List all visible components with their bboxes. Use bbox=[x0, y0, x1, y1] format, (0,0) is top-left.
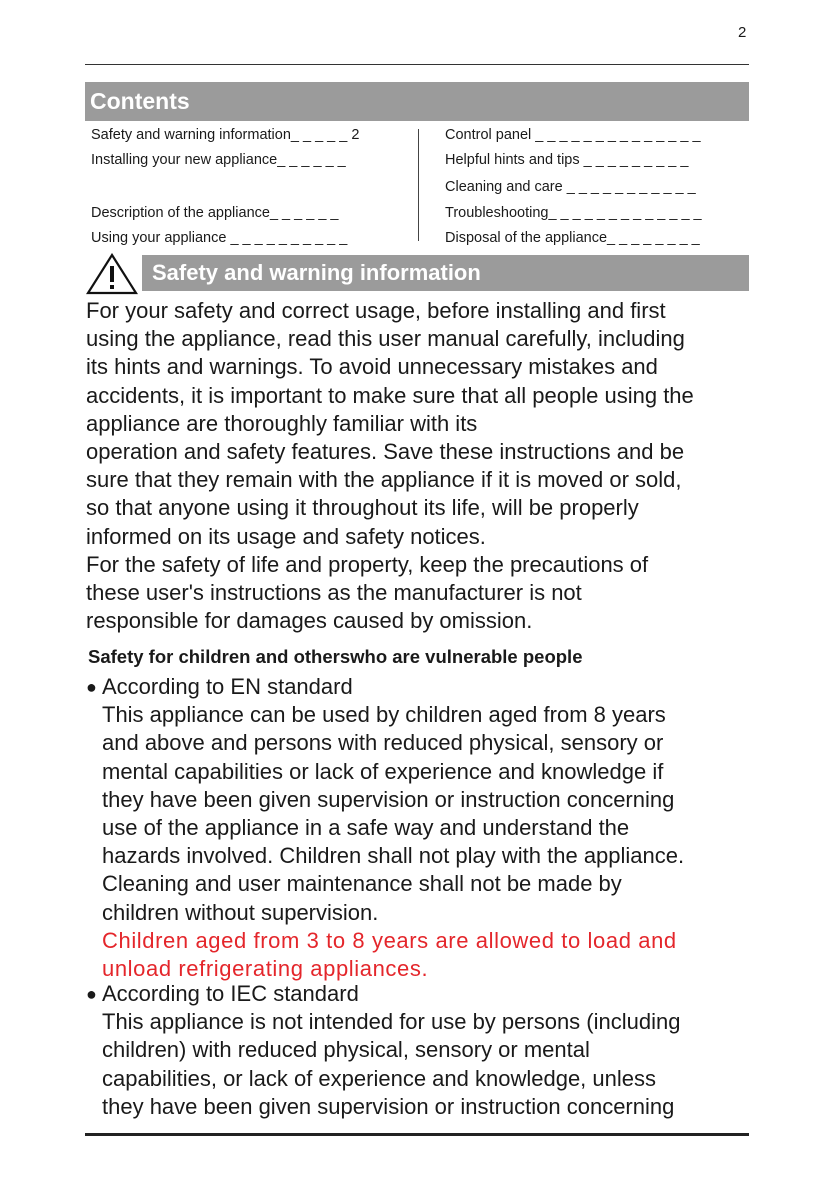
en-line: they have been given supervision or instruction concerning bbox=[102, 786, 675, 812]
toc-item-control-panel[interactable]: Control panel _ _ _ _ _ _ _ _ _ _ _ _ _ _ bbox=[445, 127, 701, 143]
toc-item-installing[interactable]: Installing your new appliance_ _ _ _ _ _ bbox=[91, 152, 346, 168]
safety-title: Safety and warning information bbox=[152, 260, 481, 285]
bullet-icon: ● bbox=[86, 984, 97, 1004]
intro-line: informed on its usage and safety notices. bbox=[86, 523, 486, 549]
en-line: children without supervision. bbox=[102, 899, 379, 925]
en-line: hazards involved. Children shall not play with the appliance. bbox=[102, 843, 685, 869]
toc-item-troubleshooting[interactable]: Troubleshooting_ _ _ _ _ _ _ _ _ _ _ _ _ bbox=[445, 205, 702, 221]
page-number: 2 bbox=[738, 24, 747, 41]
en-red-line: Children aged from 3 to 8 years are allowed to load and bbox=[102, 927, 677, 953]
intro-line: sure that they remain with the appliance if it is moved or sold, bbox=[86, 467, 682, 493]
toc-item-disposal[interactable]: Disposal of the appliance_ _ _ _ _ _ _ _ bbox=[445, 230, 700, 246]
en-standard-section bbox=[84, 673, 764, 983]
iec-standard-section bbox=[84, 980, 764, 1121]
toc-divider bbox=[418, 129, 419, 241]
toc-item-description[interactable]: Description of the appliance_ _ _ _ _ _ bbox=[91, 205, 339, 221]
warning-triangle-icon bbox=[86, 253, 138, 295]
top-rule bbox=[85, 64, 749, 65]
toc-item-hints[interactable]: Helpful hints and tips _ _ _ _ _ _ _ _ _ bbox=[445, 152, 689, 168]
en-line: Cleaning and user maintenance shall not be made by bbox=[102, 871, 622, 897]
toc-item-safety[interactable]: Safety and warning information_ _ _ _ _ 2 bbox=[91, 127, 360, 143]
intro-line: using the appliance, read this user manual carefully, including bbox=[86, 326, 685, 352]
intro-line: responsible for damages caused by omission. bbox=[86, 608, 533, 634]
contents-header-bar bbox=[85, 82, 749, 121]
toc-item-cleaning[interactable]: Cleaning and care _ _ _ _ _ _ _ _ _ _ _ bbox=[445, 179, 696, 195]
en-line: mental capabilities or lack of experience and knowledge if bbox=[102, 758, 664, 784]
iec-line: capabilities, or lack of experience and knowledge, unless bbox=[102, 1065, 656, 1091]
iec-line: they have been given supervision or instruction concerning bbox=[102, 1093, 675, 1119]
en-standard-heading: According to EN standard bbox=[102, 674, 353, 699]
intro-line: For your safety and correct usage, before installing and first bbox=[86, 298, 666, 323]
intro-line: these user's instructions as the manufacturer is not bbox=[86, 580, 582, 606]
en-red-line: unload refrigerating appliances. bbox=[102, 956, 429, 982]
en-line: This appliance can be used by children aged from 8 years bbox=[102, 702, 666, 728]
safety-intro bbox=[86, 297, 756, 635]
bullet-icon: ● bbox=[86, 677, 97, 697]
iec-line: children) with reduced physical, sensory or mental bbox=[102, 1037, 590, 1063]
contents-title: Contents bbox=[90, 88, 190, 114]
safety-header-bar bbox=[142, 255, 749, 291]
iec-standard-heading: According to IEC standard bbox=[102, 981, 359, 1006]
children-safety-subheading: Safety for children and otherswho are vulnerable people bbox=[88, 646, 583, 667]
intro-line: appliance are thoroughly familiar with its bbox=[86, 410, 478, 436]
bottom-rule bbox=[85, 1133, 749, 1136]
intro-line: its hints and warnings. To avoid unnecessary mistakes and bbox=[86, 354, 658, 380]
intro-line: so that anyone using it throughout its life, will be properly bbox=[86, 495, 639, 521]
iec-standard-body bbox=[84, 1008, 764, 1121]
en-line: use of the appliance in a safe way and understand the bbox=[102, 815, 630, 841]
intro-line: For the safety of life and property, keep the precautions of bbox=[86, 551, 649, 577]
en-line: and above and persons with reduced physical, sensory or bbox=[102, 730, 664, 756]
en-standard-body bbox=[84, 701, 764, 983]
intro-line: operation and safety features. Save these instructions and be bbox=[86, 439, 685, 465]
iec-line: This appliance is not intended for use by persons (including bbox=[102, 1009, 681, 1035]
toc-item-using[interactable]: Using your appliance _ _ _ _ _ _ _ _ _ _ bbox=[91, 230, 348, 246]
intro-line: accidents, it is important to make sure that all people using the bbox=[86, 382, 694, 408]
